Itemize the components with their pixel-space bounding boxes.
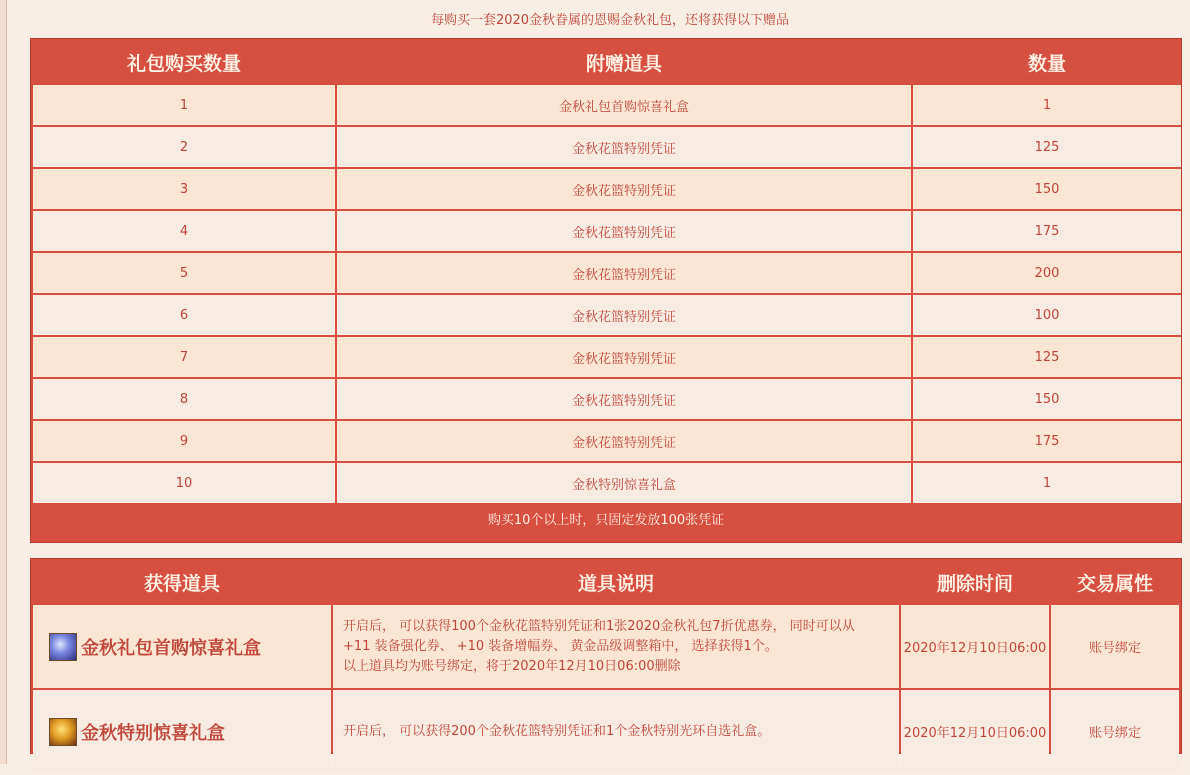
cell-amount: 150	[913, 169, 1181, 209]
description-line: +11 装备强化券、 +10 装备增幅券、 黄金品级调整箱中， 选择获得1个。	[343, 638, 778, 654]
description-line: 开启后， 可以获得100个金秋花篮特别凭证和1张2020金秋礼包7折优惠券， 同时可以从	[343, 618, 855, 634]
cell-description	[333, 605, 899, 688]
cell-amount: 1	[913, 463, 1181, 503]
cell-qty: 8	[33, 379, 335, 419]
table-row	[33, 127, 1181, 167]
cell-amount: 125	[913, 337, 1181, 377]
gold-gift-box-icon	[49, 718, 77, 746]
cell-qty: 6	[33, 295, 335, 335]
cell-amount: 150	[913, 379, 1181, 419]
table-row	[33, 253, 1181, 293]
table-row	[33, 421, 1181, 461]
cell-item: 金秋花篮特别凭证	[337, 127, 911, 167]
cell-qty: 5	[33, 253, 335, 293]
header-obtained-item: 获得道具	[33, 561, 331, 603]
item-details-table	[31, 559, 1181, 775]
header-trade-attribute: 交易属性	[1051, 561, 1179, 603]
table-row	[33, 379, 1181, 419]
description-line: 开启后， 可以获得200个金秋花篮特别凭证和1个金秋特别光环自选礼盒。	[343, 723, 771, 739]
cell-amount: 125	[913, 127, 1181, 167]
cell-qty: 2	[33, 127, 335, 167]
table-row	[33, 337, 1181, 377]
header-item-description: 道具说明	[333, 561, 899, 603]
item-name: 金秋礼包首购惊喜礼盒	[81, 637, 261, 659]
table-row	[33, 605, 1179, 688]
gift-quantity-table-panel	[30, 38, 1182, 543]
cell-item: 金秋特别惊喜礼盒	[337, 463, 911, 503]
cell-item: 金秋花篮特别凭证	[337, 253, 911, 293]
table-row	[33, 211, 1181, 251]
blue-gift-box-icon	[49, 633, 77, 661]
table-header-row	[33, 41, 1181, 83]
header-amount: 数量	[913, 41, 1181, 83]
cell-item: 金秋花篮特别凭证	[337, 211, 911, 251]
table-row	[33, 85, 1181, 125]
cell-item: 金秋花篮特别凭证	[337, 169, 911, 209]
cell-item: 金秋花篮特别凭证	[337, 295, 911, 335]
cell-amount: 175	[913, 421, 1181, 461]
table-row	[33, 463, 1181, 503]
cell-qty: 10	[33, 463, 335, 503]
cell-qty: 7	[33, 337, 335, 377]
header-purchase-qty: 礼包购买数量	[33, 41, 335, 83]
cell-description	[333, 690, 899, 773]
left-edge-border	[0, 0, 7, 764]
cell-item	[33, 690, 331, 773]
description-line: 以上道具均为账号绑定，将于2020年12月10日06:00删除	[343, 658, 681, 674]
cell-amount: 175	[913, 211, 1181, 251]
header-delete-time: 删除时间	[901, 561, 1049, 603]
cell-item: 金秋花篮特别凭证	[337, 379, 911, 419]
cell-qty: 9	[33, 421, 335, 461]
cell-delete-time: 2020年12月10日06:00	[901, 605, 1049, 688]
cell-amount: 100	[913, 295, 1181, 335]
header-bonus-item: 附赠道具	[337, 41, 911, 83]
table-footnote: 购买10个以上时，只固定发放100张凭证	[487, 513, 725, 528]
cell-item: 金秋礼包首购惊喜礼盒	[337, 85, 911, 125]
cell-delete-time: 2020年12月10日06:00	[901, 690, 1049, 773]
cell-amount: 1	[913, 85, 1181, 125]
cell-qty: 3	[33, 169, 335, 209]
cell-trade-attribute: 账号绑定	[1051, 690, 1179, 773]
cell-item	[33, 605, 331, 688]
table-row	[33, 690, 1179, 773]
cell-qty: 1	[33, 85, 335, 125]
table-row	[33, 169, 1181, 209]
cell-trade-attribute: 账号绑定	[1051, 605, 1179, 688]
table-row	[33, 295, 1181, 335]
cell-item: 金秋花篮特别凭证	[337, 421, 911, 461]
table-header-row	[33, 561, 1179, 603]
item-details-table-panel	[30, 558, 1182, 754]
cell-amount: 200	[913, 253, 1181, 293]
cell-item: 金秋花篮特别凭证	[337, 337, 911, 377]
gift-quantity-table	[31, 39, 1183, 505]
item-name: 金秋特别惊喜礼盒	[81, 722, 225, 744]
intro-text: 每购买一套2020金秋眷属的恩赐金秋礼包，还将获得以下赠品	[430, 13, 790, 28]
cell-qty: 4	[33, 211, 335, 251]
